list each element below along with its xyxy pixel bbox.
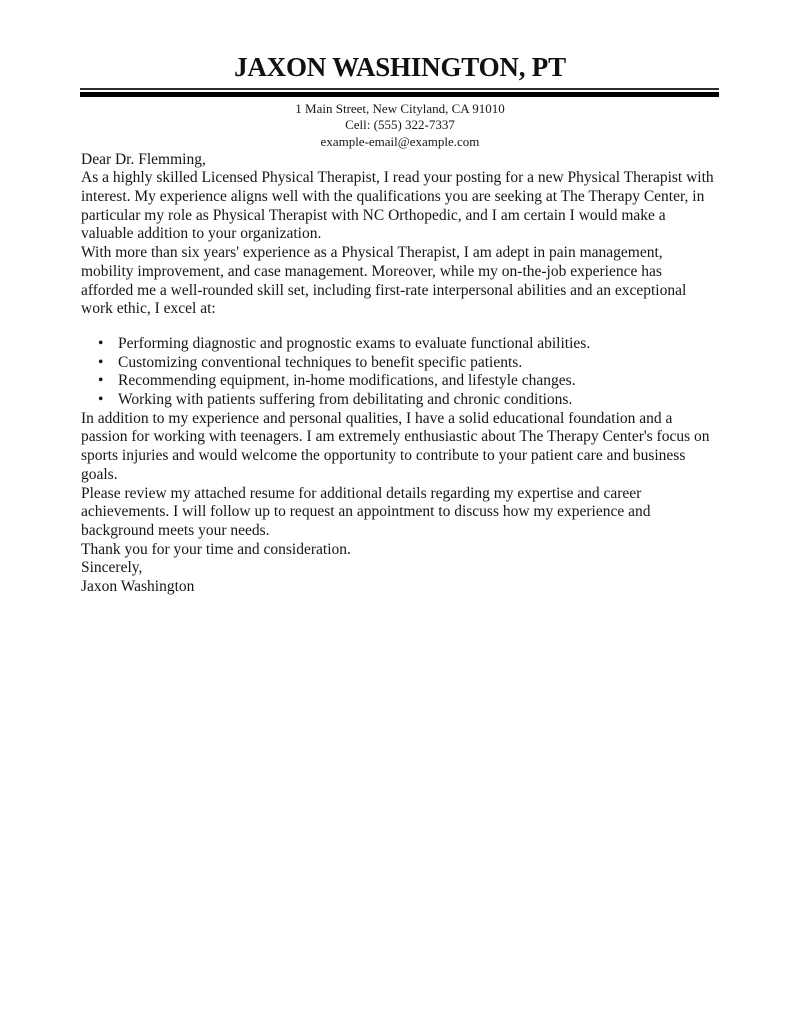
paragraph-followup: Please review my attached resume for additional details regarding my expertise and career achievements. I will follow up to request an appointment to discuss how my experience and background meets your needs. xyxy=(81,484,651,539)
skills-list xyxy=(81,335,716,410)
skills-list-item-text: Recommending equipment, in-home modifications, and lifestyle changes. xyxy=(118,372,576,390)
skills-list-item xyxy=(81,335,716,354)
contact-email: example-email@example.com xyxy=(320,133,480,149)
paragraph-education: In addition to my experience and personal qualities, I have a solid educational foundation and a passion for working with teenagers. I am extremely enthusiastic about The Therapy Center's focus on sports injuries and would welcome the opportunity to contribute to your patient care and business goals. xyxy=(81,409,710,483)
bullet-icon: • xyxy=(98,334,104,352)
bullet-icon: • xyxy=(98,391,104,409)
skills-list-item-text: Working with patients suffering from debilitating and chronic conditions. xyxy=(118,391,573,409)
salutation: Dear Dr. Flemming, xyxy=(81,150,206,168)
bullet-icon: • xyxy=(98,353,104,371)
applicant-name-title: JAXON WASHINGTON, PT xyxy=(234,52,566,82)
paragraph-experience: With more than six years' experience as a Physical Therapist, I am adept in pain management, mobility improvement, and case management. Moreover, while my on-the-job experience has afforded me a well-rounded skill set, including first-rate interpersonal abilities and an exceptional work ethic, I excel at: xyxy=(81,244,687,318)
letter-body xyxy=(0,151,800,597)
paragraph-introduction: As a highly skilled Licensed Physical Therapist, I read your posting for a new Physical Therapist with interest. My experience aligns well with the qualifications you are seeking at The Therapy Center, in particular my role as Physical Therapist with NC Orthopedic, and I am certain I would make a valuable addition to your organization. xyxy=(81,169,714,243)
thank-you-line: Thank you for your time and consideration. xyxy=(81,540,351,558)
header-divider-thick-line xyxy=(80,92,719,97)
contact-address: 1 Main Street, New Cityland, CA 91010 xyxy=(295,100,505,116)
bullet-icon: • xyxy=(98,372,104,390)
contact-info-block xyxy=(0,101,800,151)
skills-list-item xyxy=(81,391,716,410)
header-divider-rule xyxy=(80,88,719,97)
contact-phone: Cell: (555) 322-7337 xyxy=(345,117,455,133)
skills-list-item xyxy=(81,354,716,373)
signature-name: Jaxon Washington xyxy=(81,578,195,596)
skills-list-item-text: Customizing conventional techniques to benefit specific patients. xyxy=(118,353,523,371)
skills-list-item-text: Performing diagnostic and prognostic exams to evaluate functional abilities. xyxy=(118,334,591,352)
skills-list-item xyxy=(81,372,716,391)
closing-line: Sincerely, xyxy=(81,559,143,577)
